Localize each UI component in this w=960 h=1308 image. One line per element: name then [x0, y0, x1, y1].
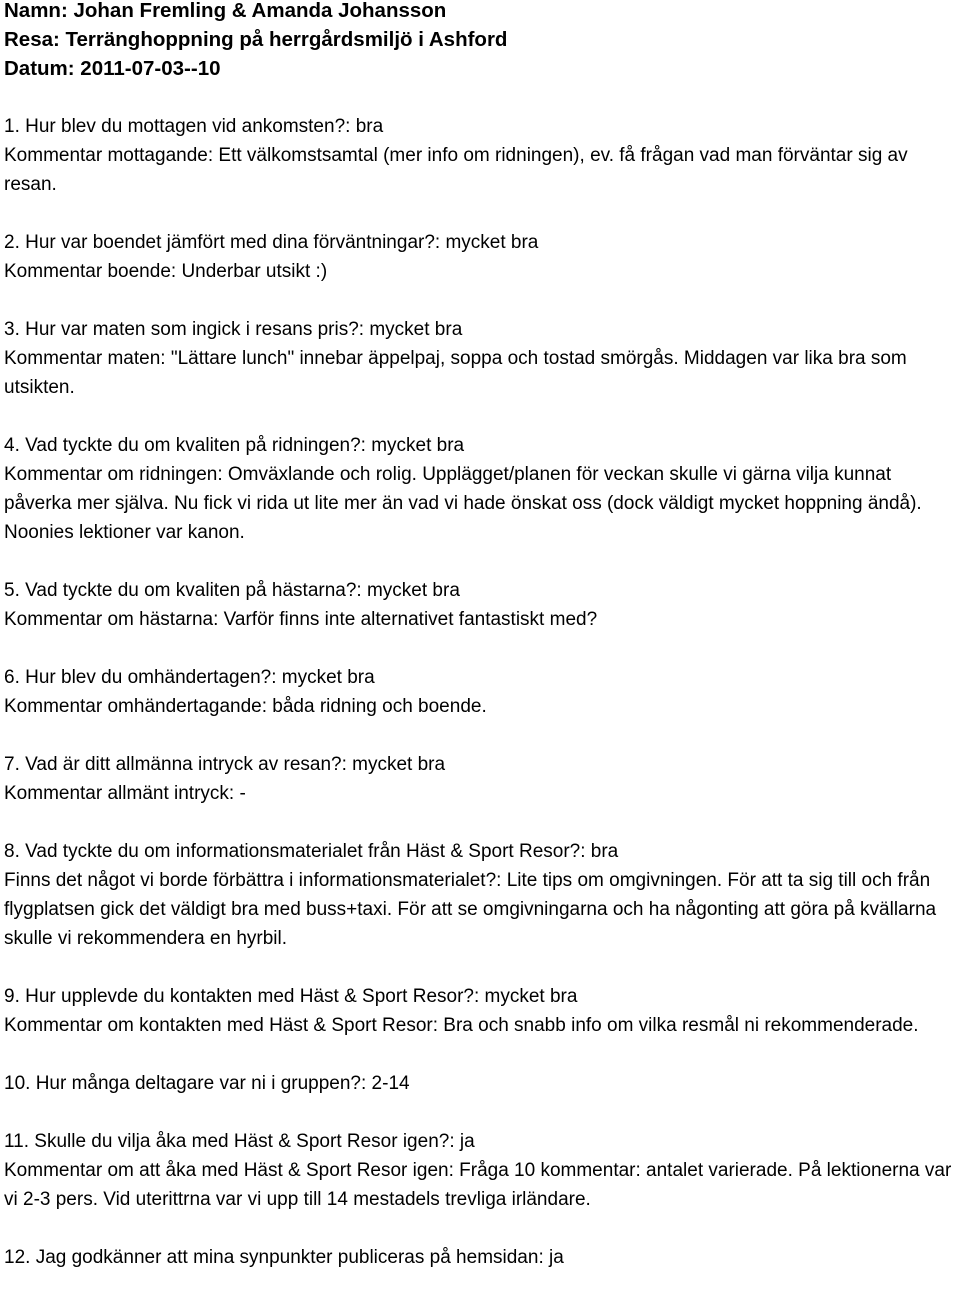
- date-line: Datum: 2011-07-03--10: [4, 57, 221, 80]
- question-text: 10. Hur många deltagare var ni i gruppen?: 2-14: [4, 1073, 410, 1094]
- question-list: [4, 112, 958, 1272]
- comment-text: Kommentar maten: "Lättare lunch" innebar äppelpaj, soppa och tostad smörgås. Middagen var lika bra som utsikten.: [4, 348, 907, 398]
- question-text: 8. Vad tyckte du om informationsmaterialet från Häst & Sport Resor?: bra: [4, 841, 619, 862]
- question-block: [4, 663, 958, 721]
- question-text: 5. Vad tyckte du om kvaliten på hästarna?: mycket bra: [4, 580, 460, 601]
- question-text: 11. Skulle du vilja åka med Häst & Sport Resor igen?: ja: [4, 1131, 475, 1152]
- question-block: [4, 431, 958, 547]
- trip-line: Resa: Terränghoppning på herrgårdsmiljö i Ashford: [4, 28, 508, 51]
- question-text: 6. Hur blev du omhändertagen?: mycket bra: [4, 667, 375, 688]
- question-block: [4, 112, 958, 199]
- question-block: [4, 837, 958, 953]
- question-text: 12. Jag godkänner att mina synpunkter publiceras på hemsidan: ja: [4, 1247, 564, 1268]
- comment-text: Kommentar om ridningen: Omväxlande och rolig. Upplägget/planen för veckan skulle vi gärna vilja kunnat påverka mer själva. Nu fick vi rida ut lite mer än vad vi hade önskat oss (dock väldigt mycket hoppning ändå). Noonies lektioner var kanon.: [4, 464, 922, 543]
- question-block: [4, 982, 958, 1040]
- question-block: [4, 576, 958, 634]
- comment-text: Kommentar om att åka med Häst & Sport Resor igen: Fråga 10 kommentar: antalet varierade. På lektionerna var vi 2-3 pers. Vid uterittrna var vi upp till 14 mestadels trevliga irländare.: [4, 1160, 952, 1210]
- question-block: [4, 1243, 958, 1272]
- question-block: [4, 1069, 958, 1098]
- question-block: [4, 1127, 958, 1214]
- comment-text: Finns det något vi borde förbättra i informationsmaterialet?: Lite tips om omgivningen. För att ta sig till och från flygplatsen gick det väldigt bra med buss+taxi. För att se omgivningarna och ha någonting att göra på kvällarna skulle vi rekommendera en hyrbil.: [4, 870, 937, 949]
- comment-text: Kommentar boende: Underbar utsikt :): [4, 261, 328, 282]
- question-text: 4. Vad tyckte du om kvaliten på ridningen?: mycket bra: [4, 435, 465, 456]
- question-text: 9. Hur upplevde du kontakten med Häst & Sport Resor?: mycket bra: [4, 986, 578, 1007]
- comment-text: Kommentar om hästarna: Varför finns inte alternativet fantastiskt med?: [4, 609, 598, 630]
- document-header: [4, 0, 958, 83]
- question-block: [4, 315, 958, 402]
- question-text: 2. Hur var boendet jämfört med dina förväntningar?: mycket bra: [4, 232, 539, 253]
- question-block: [4, 228, 958, 286]
- document-page: [4, 0, 958, 1272]
- comment-text: Kommentar omhändertagande: båda ridning och boende.: [4, 696, 487, 717]
- comment-text: Kommentar om kontakten med Häst & Sport Resor: Bra och snabb info om vilka resmål ni rekommenderade.: [4, 1015, 919, 1036]
- question-block: [4, 750, 958, 808]
- comment-text: Kommentar mottagande: Ett välkomstsamtal (mer info om ridningen), ev. få frågan vad man förväntar sig av resan.: [4, 145, 908, 195]
- comment-text: Kommentar allmänt intryck: -: [4, 783, 246, 804]
- question-text: 3. Hur var maten som ingick i resans pris?: mycket bra: [4, 319, 463, 340]
- question-text: 7. Vad är ditt allmänna intryck av resan?: mycket bra: [4, 754, 446, 775]
- question-text: 1. Hur blev du mottagen vid ankomsten?: bra: [4, 116, 384, 137]
- name-line: Namn: Johan Fremling & Amanda Johansson: [4, 0, 447, 22]
